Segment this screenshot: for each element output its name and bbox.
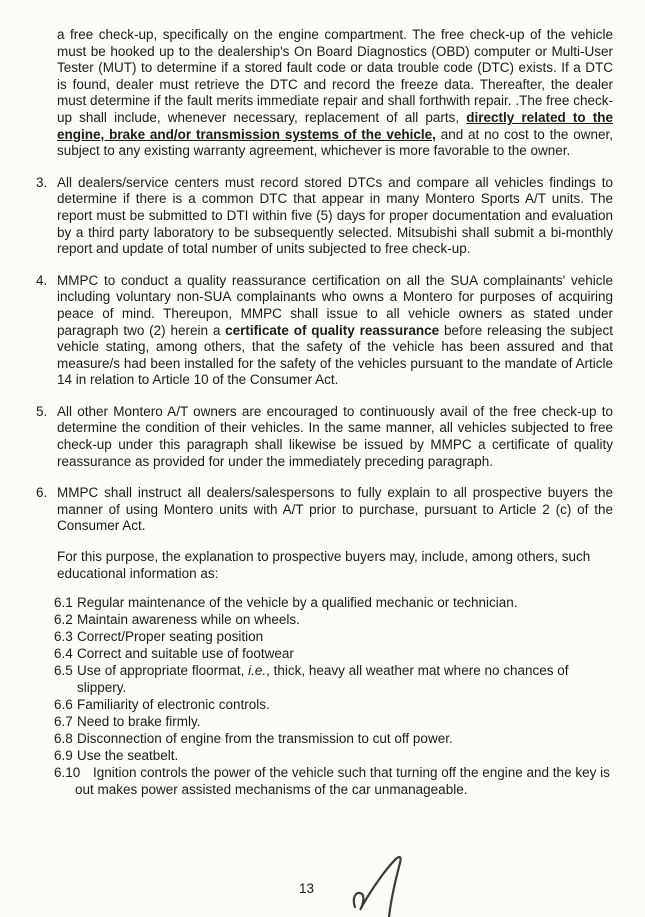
numbered-item-3 [36,175,613,258]
sub-item-number: 6.6 [54,697,73,713]
intro-text-before: a free check-up, specifically on the engine compartment. The free check-up of the vehicle must be hooked up to the dealership's On Board Diagnostics (OBD) computer or Multi-User Tester (MUT) to determine if a stored fault code or data trouble code (DTC) exists. If a DTC is found, dealer must retrieve the DTC and record the freeze data. Thereafter, the dealer must determine if the fault merits immediate repair and shall forthwith repair. .The free check-up shall include, whenever necessary, replacement of all parts, [57,27,613,125]
item-text: MMPC shall instruct all dealers/salespersons to fully explain to all prospective buyers the manner of using Montero units with A/T prior to purchase, pursuant to Article 2 (c) of the Consumer Act. [57,485,613,534]
sub-item-6-4 [54,645,613,662]
item-number: 3. [36,174,48,190]
item-4-text-bold: certificate of quality reassurance [225,322,440,338]
item-number: 5. [36,403,48,419]
sub-item-6-1 [54,594,613,611]
item-text: All dealers/service centers must record stored DTCs and compare all vehicles findings to determine if there is a common DTC that appear in many Montero Sports A/T units. The report must be submitted to DTI within five (5) days for proper documentation and evaluation by a third party laboratory to be subsequently selected. Mitsubishi shall submit a bi-monthly report and update of total number of units subjected to free check-up. [57,174,613,257]
document-content [36,27,613,798]
sub-item-6-3 [54,628,613,645]
sub-item-text: Ignition controls the power of the vehicle such that turning off the engine and the key is out makes power assisted mechanisms of the car unmanageable. [75,765,610,798]
sub-item-number: 6.8 [54,731,73,747]
sub-item-number: 6.5 [54,663,73,679]
sub-item-text: Need to brake firmly. [77,714,201,730]
sub-item-6-5-after: , thick, heavy all weather mat where no chances of slippery. [77,663,569,696]
item-4-text-after: before releasing the subject vehicle stating, among others, that the safety of the vehicle has been assured and that measure/s had been installed for the safety of the vehicles pursuant to the mandate of Article 14 in relation to Article 10 of the Consumer Act. [57,322,613,388]
sub-item-6-9 [54,747,613,764]
sub-item-6-5-italic: i.e. [248,663,267,679]
sub-item-6-10 [54,764,613,798]
sub-item-6-2 [54,611,613,628]
sub-item-6-7 [54,713,613,730]
sub-item-text: Correct/Proper seating position [77,629,264,645]
sub-item-number: 6.10 [54,765,81,781]
paragraph-intro [57,27,613,160]
numbered-item-6 [36,485,613,535]
educational-sub-list [54,594,613,798]
intro-text-after: and at no cost to the owner, subject to any existing warranty agreement, whichever is more favorable to the owner. [57,126,613,159]
sub-item-number: 6.7 [54,714,73,730]
item-number: 4. [36,272,48,288]
sub-item-6-5-before: Use of appropriate floormat, [77,663,249,679]
sub-item-number: 6.2 [54,612,73,628]
sub-item-text: Disconnection of engine from the transmission to cut off power. [77,731,453,747]
sub-item-text: Familiarity of electronic controls. [77,697,270,713]
signature-mark [350,853,420,917]
sub-item-text [77,662,613,696]
sub-item-number: 6.1 [54,595,73,611]
page-number: 13 [299,881,315,896]
sub-item-number: 6.4 [54,646,73,662]
sub-item-6-5 [54,662,613,696]
item-number: 6. [36,485,48,501]
item-text [57,273,613,389]
item-text: All other Montero A/T owners are encouraged to continuously avail of the free check-up to determine the condition of their vehicles. In the same manner, all vehicles subjected to free check-up under this paragraph shall likewise be issued by MMPC a certificate of quality reassurance as provided for under the immediately preceding paragraph. [57,403,613,469]
numbered-item-5 [36,404,613,470]
sub-item-text: Use the seatbelt. [77,748,179,764]
sub-item-number: 6.3 [54,629,73,645]
sub-item-6-8 [54,730,613,747]
numbered-item-4 [36,273,613,389]
sub-item-number: 6.9 [54,748,73,764]
paragraph-purpose: For this purpose, the explanation to prospective buyers may, include, among others, such educational information as: [57,549,591,581]
intro-text-bold-underlined: directly related to the engine, brake and/or transmission systems of the vehicle, [57,109,613,142]
item-4-text-before: MMPC to conduct a quality reassurance certification on all the SUA complainants' vehicle including voluntary non-SUA complainants who owns a Montero for purposes of acquiring peace of mind. Thereupon, MMPC shall issue to all vehicle owners as stated under paragraph two (2) herein a [57,272,613,338]
sub-item-text: Regular maintenance of the vehicle by a qualified mechanic or technician. [77,595,518,611]
sub-item-6-6 [54,696,613,713]
sub-item-text: Correct and suitable use of footwear [77,646,294,662]
sub-item-text: Maintain awareness while on wheels. [77,612,300,628]
